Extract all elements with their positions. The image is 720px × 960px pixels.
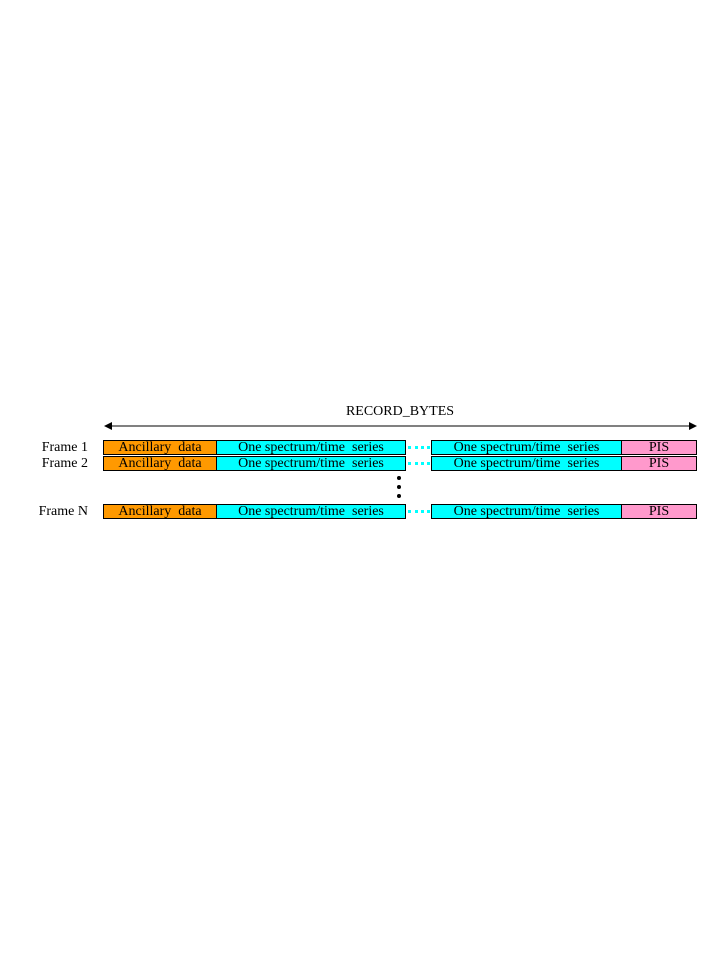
vertical-ellipsis-icon: [397, 476, 401, 498]
spectrum-cell: One spectrum/time series: [216, 440, 406, 455]
spectrum-cell: One spectrum/time series: [431, 440, 622, 455]
ancillary-data-cell: Ancillary data: [103, 440, 217, 455]
record-bytes-arrow: [104, 419, 697, 433]
frame-label-n: Frame N: [38, 504, 88, 519]
spectrum-cell: One spectrum/time series: [216, 504, 406, 519]
spectrum-cell: One spectrum/time series: [431, 456, 622, 471]
frame-label-2: Frame 2: [41, 456, 88, 471]
ancillary-data-cell: Ancillary data: [103, 504, 217, 519]
spectrum-cell: One spectrum/time series: [431, 504, 622, 519]
continuation-dots: [408, 446, 430, 449]
pis-cell: PIS: [621, 456, 697, 471]
continuation-dots: [408, 510, 430, 513]
frame-label-1: Frame 1: [41, 440, 88, 455]
continuation-dots: [408, 462, 430, 465]
record-bytes-label: RECORD_BYTES: [345, 404, 455, 419]
spectrum-cell: One spectrum/time series: [216, 456, 406, 471]
double-arrow-icon: [104, 419, 697, 433]
pis-cell: PIS: [621, 440, 697, 455]
pis-cell: PIS: [621, 504, 697, 519]
ancillary-data-cell: Ancillary data: [103, 456, 217, 471]
